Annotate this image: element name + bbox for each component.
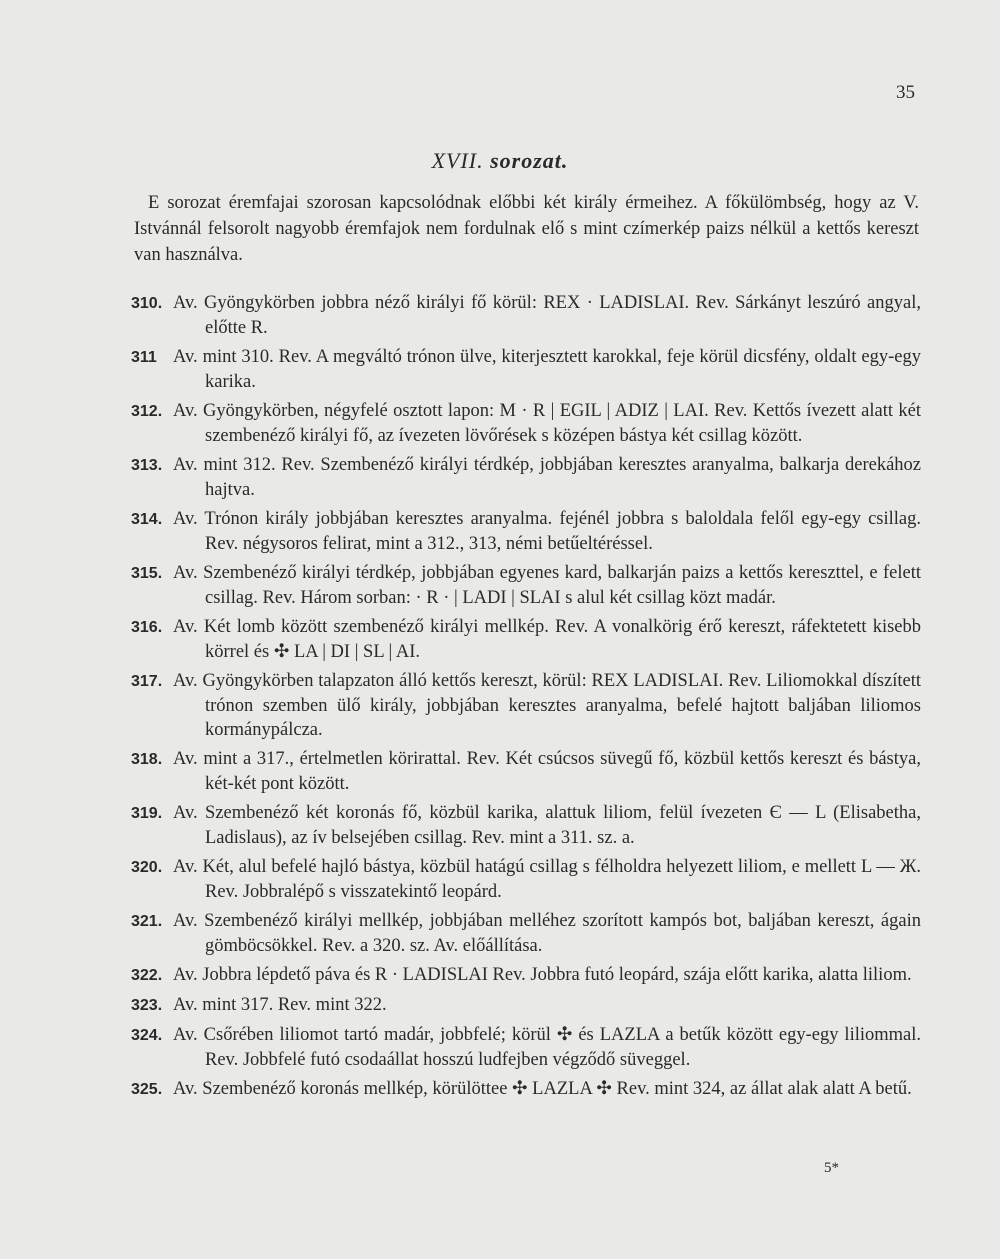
- entry-text: Av. Jobbra lépdető páva és R · LADISLAI Rev. Jobbra futó leopárd, szája előtt karika, alatta liliom.: [173, 965, 912, 985]
- entry-322: [131, 963, 921, 988]
- entry-text: Av. Szembenéző királyi mellkép, jobbjában melléhez szorított kampós bot, baljában kereszt, ágain gömböcsökkel. Rev. a 320. sz. Av. előállítása.: [173, 911, 921, 956]
- page-number: 35: [896, 82, 915, 103]
- title-word: sorozat.: [490, 148, 569, 173]
- section-title: [0, 148, 1000, 174]
- entry-number: 312.: [131, 403, 163, 420]
- entry-320: [131, 855, 921, 904]
- entry-text: Av. Gyöngykörben talapzaton álló kettős kereszt, körül: REX LADISLAI. Rev. Liliomokkal díszített trónon szemben ülő király, jobbjában keresztes aranyalma, befelé hajtott baljában liliomos kormánypálcza.: [173, 671, 921, 740]
- entry-314: [131, 507, 921, 556]
- entry-text: Av. mint 312. Rev. Szembenéző királyi térdkép, jobbjában keresztes aranyalma, balkarja derekához hajtva.: [173, 455, 921, 500]
- entry-number: 321.: [131, 913, 163, 930]
- entry-313: [131, 453, 921, 502]
- entry-number: 310.: [131, 295, 163, 312]
- entry-text: Av. mint 310. Rev. A megváltó trónon ülve, kiterjesztett karokkal, feje körül dicsfény, oldalt egy-egy karika.: [173, 347, 921, 392]
- entry-text: Av. Szembenéző két koronás fő, közbül karika, alattuk liliom, felül ívezeten Є — L (Elisabetha, Ladislaus), az ív belsejében csillag. Rev. mint a 311. sz. a.: [173, 803, 921, 848]
- entry-number: 316.: [131, 619, 163, 636]
- entry-number: 323.: [131, 997, 163, 1014]
- entry-number: 325.: [131, 1081, 163, 1098]
- entry-number: 322.: [131, 967, 163, 984]
- entry-text: Av. Két, alul befelé hajló bástya, közbül hatágú csillag s félholdra helyezett liliom, e mellett L — Ж. Rev. Jobbralépő s visszatekintő leopárd.: [173, 857, 921, 902]
- entry-text: Av. mint 317. Rev. mint 322.: [173, 995, 387, 1015]
- entry-317: [131, 669, 921, 742]
- entry-number: 315.: [131, 565, 163, 582]
- signature-mark: 5*: [824, 1160, 839, 1176]
- intro-paragraph: [134, 190, 919, 268]
- entry-text: Av. Szembenéző királyi térdkép, jobbjában egyenes kard, balkarján paizs a kettős kereszttel, e felett csillag. Rev. Három sorban: · R · | LADI | SLAI s alul két csillag közt madár.: [173, 563, 921, 608]
- entry-text: Av. Gyöngykörben jobbra néző királyi fő körül: REX · LADISLAI. Rev. Sárkányt leszúró angyal, előtte R.: [173, 293, 921, 338]
- entry-text: Av. Szembenéző koronás mellkép, körülöttee ✣ LAZLA ✣ Rev. mint 324, az állat alak alatt A betű.: [173, 1079, 912, 1099]
- entry-325: [131, 1077, 921, 1102]
- entry-text: Av. mint a 317., értelmetlen körirattal. Rev. Két csúcsos süvegű fő, közbül kettős kereszt és bástya, két-két pont között.: [173, 749, 921, 794]
- entry-321: [131, 909, 921, 958]
- entry-323: [131, 993, 921, 1018]
- entry-number: 320.: [131, 859, 163, 876]
- entry-text: Av. Csőrében liliomot tartó madár, jobbfelé; körül ✣ és LAZLA a betűk között egy-egy liliommal. Rev. Jobbfelé futó csodaállat hosszú ludfejben végződő süveggel.: [173, 1025, 921, 1070]
- entry-number: 317.: [131, 673, 163, 690]
- entry-311: [131, 345, 921, 394]
- intro-text: E sorozat éremfajai szorosan kapcsolódnak előbbi két király érmeihez. A főkülömbség, hogy az V. Istvánnál felsorolt nagyobb éremfajok nem fordulnak elő s mint czímerkép paizs nélkül a kettős kereszt van használva.: [134, 193, 919, 265]
- entry-list: [131, 291, 921, 1107]
- entry-number: 324.: [131, 1027, 163, 1044]
- title-roman: XVII.: [431, 148, 484, 173]
- entry-319: [131, 801, 921, 850]
- entry-text: Av. Trónon király jobbjában keresztes aranyalma. fejénél jobbra s baloldala felől egy-egy csillag. Rev. négysoros felirat, mint a 312., 313, némi betűeltéréssel.: [173, 509, 921, 554]
- entry-number: 314.: [131, 511, 163, 528]
- entry-number: 311: [131, 349, 157, 366]
- entry-312: [131, 399, 921, 448]
- entry-315: [131, 561, 921, 610]
- entry-text: Av. Két lomb között szembenéző királyi mellkép. Rev. A vonalkörig érő kereszt, ráfektetett kisebb körrel és ✣ LA | DI | SL | AI.: [173, 617, 921, 662]
- entry-318: [131, 747, 921, 796]
- entry-number: 313.: [131, 457, 163, 474]
- entry-number: 319.: [131, 805, 163, 822]
- entry-316: [131, 615, 921, 664]
- entry-number: 318.: [131, 751, 163, 768]
- entry-text: Av. Gyöngykörben, négyfelé osztott lapon: M · R | EGIL | ADIZ | LAI. Rev. Kettős ívezett alatt két szembenéző királyi fő, az ívezeten lövőrések s középen bástya két csillag között.: [173, 401, 921, 446]
- entry-310: [131, 291, 921, 340]
- entry-324: [131, 1023, 921, 1072]
